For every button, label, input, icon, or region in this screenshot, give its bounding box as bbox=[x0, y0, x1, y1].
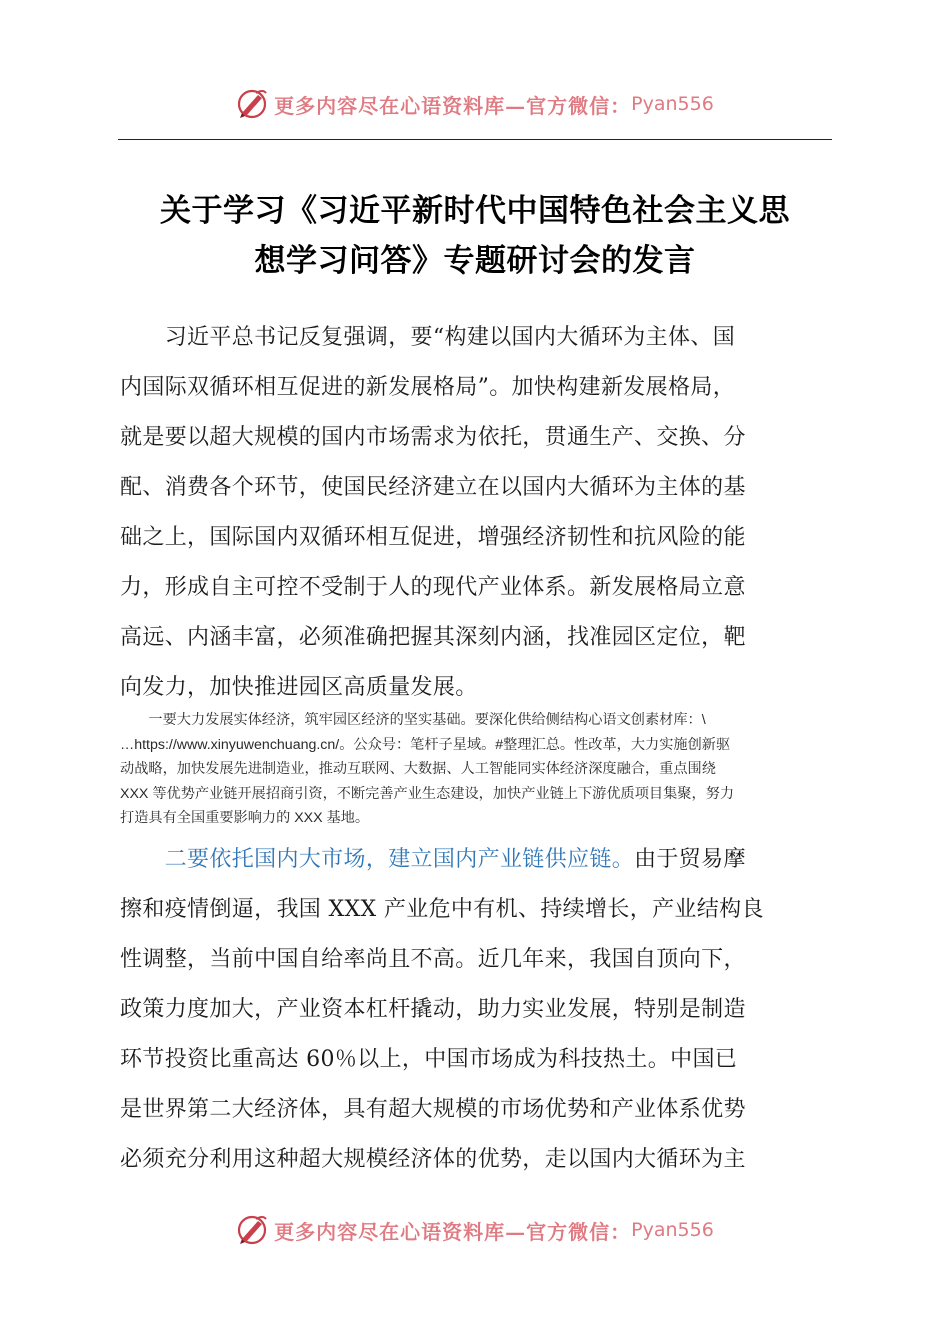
text-line: 必须充分利用这种超大规模经济体的优势，走以国内大循环为主 bbox=[120, 1147, 746, 1172]
paragraph-intro bbox=[120, 313, 832, 713]
footer-banner-contact: Pyan556 bbox=[631, 1219, 714, 1241]
text-line: 性调整，当前中国自给率尚且不高。近几年来，我国自顶向下， bbox=[120, 947, 746, 972]
text-line: 内国际双循环相互促进的新发展格局”。加快构建新发展格局， bbox=[120, 375, 736, 400]
footer-banner-text: 更多内容尽在心语资料库—官方微信： bbox=[274, 1219, 632, 1244]
text-line: 擦和疫情倒逼，我国 XXX 产业危中有机、持续增长，产业结构良 bbox=[120, 897, 764, 922]
text-line bbox=[120, 835, 832, 885]
footer-banner bbox=[0, 1210, 950, 1250]
note-line: XXX 等优势产业链开展招商引资，不断完善产业生态建设，加快产业链上下游优质项目集聚，努力 bbox=[120, 785, 735, 802]
text-line: 力，形成自主可控不受制于人的现代产业体系。新发展格局立意 bbox=[120, 575, 746, 600]
header-divider bbox=[118, 139, 832, 140]
section-lead-heading: 二要依托国内大市场，建立国内产业链供应链。 bbox=[120, 847, 635, 872]
text-line: 向发力，加快推进园区高质量发展。 bbox=[120, 675, 478, 700]
text-line: 就是要以超大规模的国内市场需求为依托，贯通生产、交换、分 bbox=[120, 425, 746, 450]
header-banner-contact: Pyan556 bbox=[631, 93, 714, 115]
pen-logo-icon bbox=[236, 1213, 270, 1247]
text-line: 是世界第二大经济体，具有超大规模的市场优势和产业体系优势 bbox=[120, 1097, 746, 1122]
header-banner-text: 更多内容尽在心语资料库—官方微信： bbox=[274, 93, 632, 118]
note-line: 一要大力发展实体经济，筑牢园区经济的坚实基础。要深化供给侧结构心语文创素材库：\ bbox=[120, 712, 706, 728]
note-line: 动战略，加快发展先进制造业，推动互联网、大数据、人工智能同实体经济深度融合，重点围绕 bbox=[120, 761, 716, 777]
note-line: 打造具有全国重要影响力的 XXX 基地。 bbox=[120, 810, 370, 826]
paragraph-small-note bbox=[120, 708, 832, 831]
text-fragment: 由于贸易摩 bbox=[634, 847, 746, 872]
text-line: 习近平总书记反复强调，要“构建以国内大循环为主体、国 bbox=[120, 325, 736, 350]
document-title bbox=[100, 186, 850, 286]
paragraph-second-point bbox=[120, 835, 832, 1185]
text-line: 配、消费各个环节，使国民经济建立在以国内大循环为主体的基 bbox=[120, 475, 746, 500]
text-line: 础之上，国际国内双循环相互促进，增强经济韧性和抗风险的能 bbox=[120, 525, 746, 550]
note-line: …https://www.xinyuwenchuang.cn/。公众号：笔杆子星域。#整理汇总。性改革，大力实施创新驱 bbox=[120, 736, 731, 753]
pen-logo-icon bbox=[236, 87, 270, 121]
text-line: 环节投资比重高达 60％以上，中国市场成为科技热土。中国已 bbox=[120, 1047, 738, 1072]
header-banner bbox=[0, 84, 950, 124]
title-line: 关于学习《习近平新时代中国特色社会主义思 bbox=[160, 193, 790, 229]
title-line: 想学习问答》专题研讨会的发言 bbox=[254, 243, 696, 279]
text-line: 高远、内涵丰富，必须准确把握其深刻内涵，找准园区定位，靶 bbox=[120, 625, 746, 650]
text-line: 政策力度加大，产业资本杠杆撬动，助力实业发展，特别是制造 bbox=[120, 997, 746, 1022]
